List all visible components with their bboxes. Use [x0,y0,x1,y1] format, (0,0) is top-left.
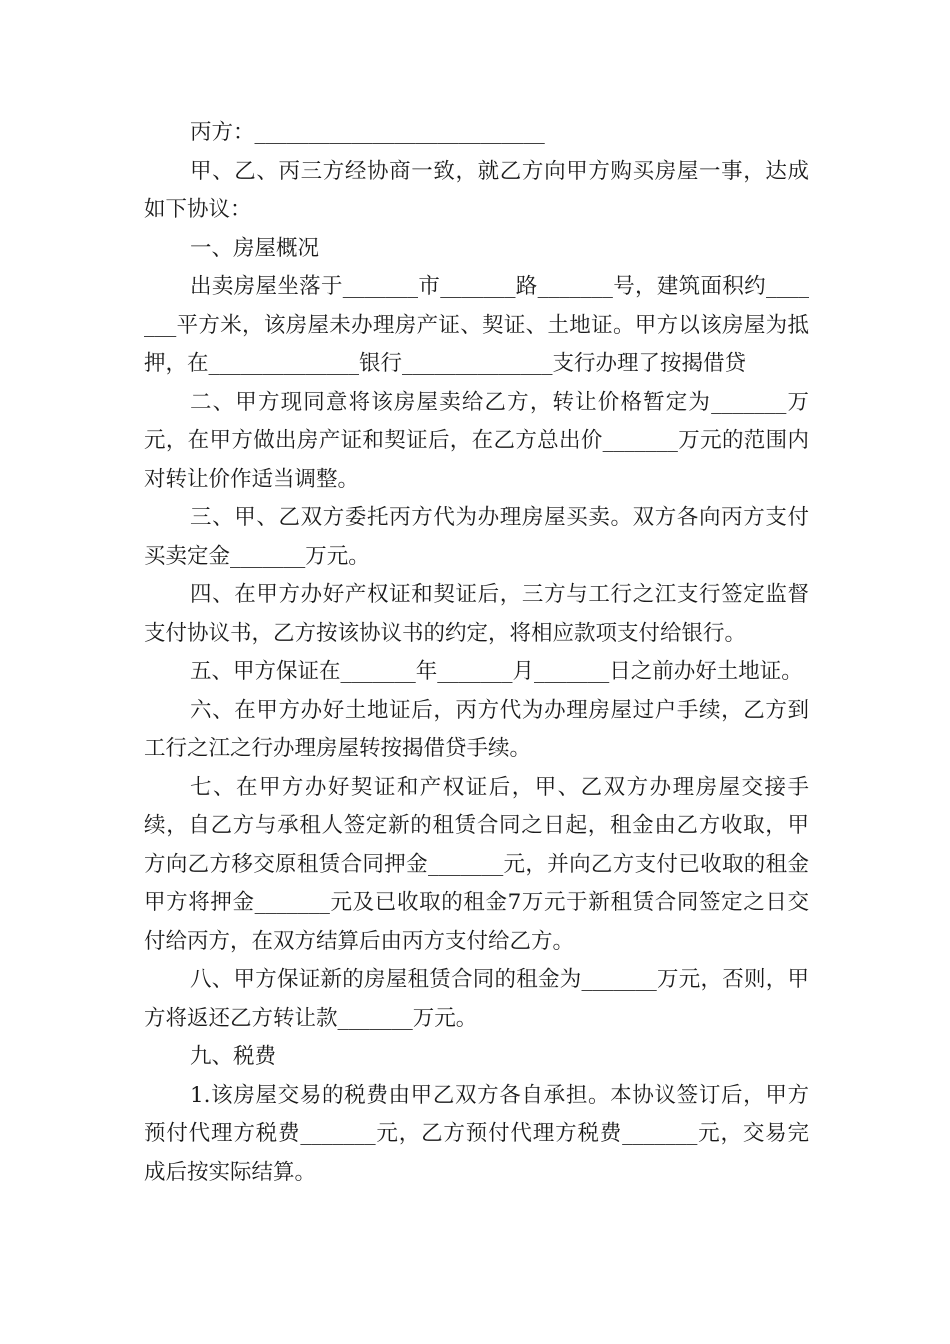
clause-8-rent: 八、甲方保证新的房屋租赁合同的租金为_______万元，否则，甲方将返还乙方转让款_______万元。 [144,967,809,1031]
clause-5-land-cert: 五、甲方保证在_______年_______月_______日之前办好土地证。 [190,659,803,684]
section-heading-tax: 九、税费 [190,1044,277,1069]
clause-3-deposit: 三、甲、乙双方委托丙方代为办理房屋买卖。双方各向丙方支付买卖定金_______万元。 [144,505,809,569]
agreement-intro: 甲、乙、丙三方经协商一致，就乙方向甲方购买房屋一事，达成如下协议： [144,158,809,222]
clause-property-location: 出卖房屋坐落于_______市_______路_______号，建筑面积约_______平方米，该房屋未办理房产证、契证、土地证。甲方以该房屋为抵押，在______________银行______________支行办理了按揭借贷 [144,274,809,376]
party-c-line: 丙方：___________________________ [190,120,545,145]
clause-tax-1: 1.该房屋交易的税费由甲乙双方各自承担。本协议签订后，甲方预付代理方税费_______元，乙方预付代理方税费_______元，交易完成后按实际结算。 [144,1082,809,1185]
document-body [144,114,809,1192]
clause-6-transfer: 六、在甲方办好土地证后，丙方代为办理房屋过户手续，乙方到工行之江之行办理房屋转按揭借贷手续。 [144,697,809,761]
clause-4-supervision: 四、在甲方办好产权证和契证后，三方与工行之江支行签定监督支付协议书，乙方按该协议书的约定，将相应款项支付给银行。 [144,582,809,646]
section-heading-property: 一、房屋概况 [190,235,320,261]
clause-2-price: 二、甲方现同意将该房屋卖给乙方，转让价格暂定为_______万元，在甲方做出房产证和契证后，在乙方总出价_______万元的范围内对转让价作适当调整。 [144,389,809,492]
clause-7-handover: 七、在甲方办好契证和产权证后，甲、乙双方办理房屋交接手续，自乙方与承租人签定新的租赁合同之日起，租金由乙方收取，甲方向乙方移交原租赁合同押金_______元，并向乙方支付已收取的租金甲方将押金_______元及已收取的租金7万元于新租赁合同签定之日交付给丙方，在双方结算后由丙方支付给乙方。 [144,774,809,954]
